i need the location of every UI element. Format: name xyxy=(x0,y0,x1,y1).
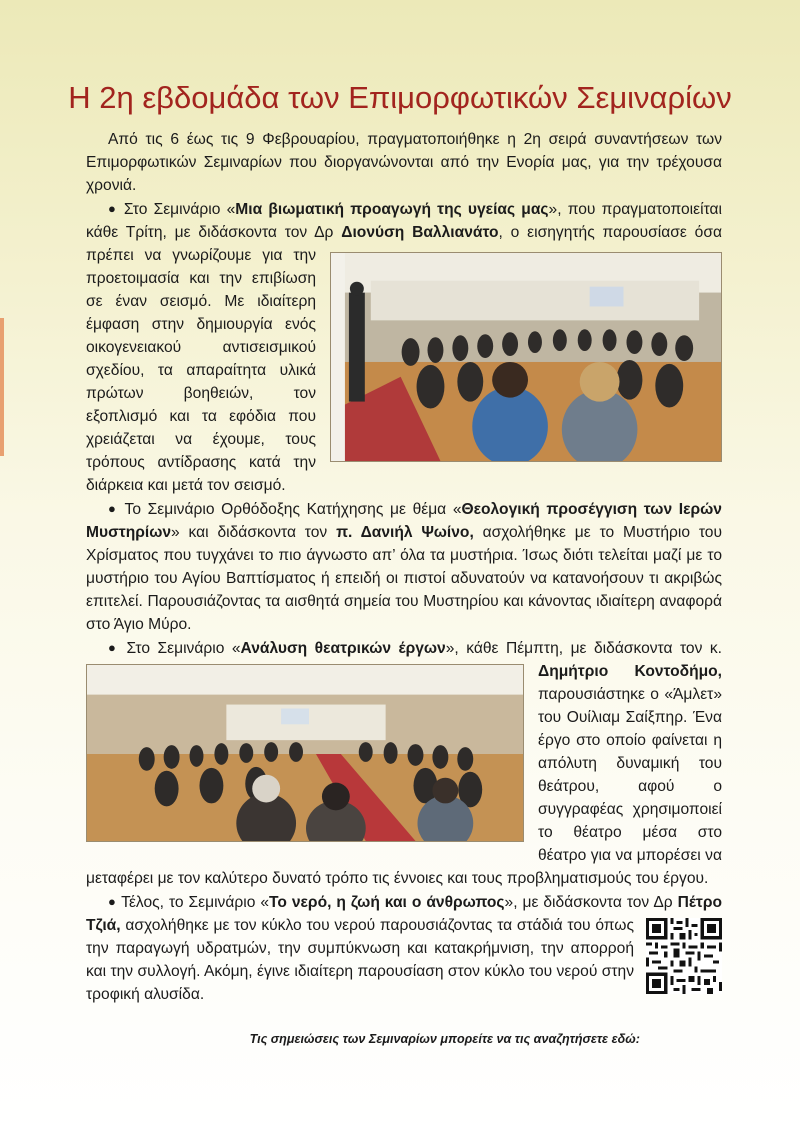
bullet-icon: ● xyxy=(108,501,119,516)
seminar-title: Μια βιωματική προαγωγή της υγείας μας xyxy=(235,201,549,218)
text-run: », με διδάσκοντα τον Δρ xyxy=(504,894,678,911)
seminar-title: Το νερό, η ζωή και ο άνθρωπος xyxy=(269,894,505,911)
lecturer-name: π. Δανιήλ Ψωίνο, xyxy=(336,524,474,541)
seminar-title: Ανάλυση θεατρικών έργων xyxy=(240,640,446,657)
article-body xyxy=(86,128,722,1006)
bullet-icon: ● xyxy=(108,894,117,909)
bullet-icon: ● xyxy=(108,640,120,655)
text-run: Στο Σεμινάριο « xyxy=(126,640,241,657)
seminar-paragraph-health xyxy=(86,197,722,497)
text-run: Τέλος, το Σεμινάριο « xyxy=(121,894,269,911)
text-run: , ο εισηγητής παρουσίασε όσα πρέπει να γνωρίζουμε για την προετοιμασία και την επιβίωση σε έναν σεισμό. Με ιδιαίτερη έμφαση στην δημιουργία ενός οικογενειακού αντισεισμικού σχεδίου, τα απαραίτητα υλικά πρώτων βοηθειών, τον εξοπλισμό και τα εφόδια που χρειάζεται να έχουμε, τους τρόπους αντίδρασης κατά την διάρκεια και μετά τον σεισμό. xyxy=(86,224,722,494)
intro-paragraph: Από τις 6 έως τις 9 Φεβρουαρίου, πραγματοποιήθηκε η 2η σειρά συναντήσεων των Επιμορφωτικών Σεμιναρίων που διοργανώνονται από την Ενορία μας, για την τρέχουσα χρονιά. xyxy=(86,131,722,194)
seminar-title: Θεολογική προσέγγιση των Ιερών Μυστηρίων xyxy=(86,501,722,541)
text-run: παρουσιάστηκε ο «Άμλετ» του Ουίλιαμ Σαίξπηρ. Ένα έργο στο οποίο φαίνεται η απόλυτη δυναμική του θεάτρου, αφού ο συγγραφέας χρησιμοποιεί το θέατρο μέσα στο θέατρο για να μπορέσει να μεταφέρει με τον καλύτερο δυνατό τρόπο τις έννοιες και τους προβληματισμούς του έργου. xyxy=(86,686,722,887)
lecturer-name: Δημήτριο Κοντοδήμο, xyxy=(538,663,722,680)
seminar-photo-earthquake-talk xyxy=(330,252,722,462)
seminar-paragraph-water xyxy=(86,890,722,1006)
text-run: ασχολήθηκε με τον κύκλο του νερού παρουσιάζοντας τα στάδιά του όπως την παραγωγή υδρατμών, την συμπύκνωση και κατακρήμνιση, την απορροή και την συλλογή. Ακόμη, έγινε ιδιαίτερη παρουσίαση στον κύκλο του νερού στην τροφική αλυσίδα. xyxy=(86,917,634,1003)
seminar-paragraph-theatre xyxy=(86,636,722,890)
lecturer-name: Πέτρο Τζιά, xyxy=(86,894,722,934)
page-title: Η 2η εβδομάδα των Επιμορφωτικών Σεμιναρίων xyxy=(68,80,732,115)
text-run: Το Σεμινάριο Ορθόδοξης Κατήχησης με θέμα « xyxy=(124,501,462,518)
text-run: » και διδάσκοντα τον xyxy=(171,524,337,541)
notes-link-caption: Τις σημειώσεις των Σεμιναρίων μπορείτε να τις αναζητήσετε εδώ: xyxy=(249,1032,640,1046)
text-run: ασχολήθηκε με το Μυστήριο του Χρίσματος που τυγχάνει το πιο άγνωστο απ’ όλα τα μυστήρια. Ίσως διότι τελείται μαζί με το μυστήριο του Αγίου Βαπτίσματος ή επειδή οι πιστοί αδυνατούν να κατανοήσουν τι ακριβώς επιτελεί. Παρουσιάζοντας τα αισθητά σημεία του Μυστηρίου και κάνοντας ιδιαίτερη αναφορά στο Άγιο Μύρο. xyxy=(86,524,722,633)
qr-code-icon[interactable] xyxy=(646,918,722,994)
text-run: », που πραγματοποιείται κάθε Τρίτη, με διδάσκοντα τον Δρ xyxy=(86,201,722,241)
lecturer-name: Διονύση Βαλλιανάτο xyxy=(341,224,499,241)
seminar-photo-theatre-talk xyxy=(86,664,524,842)
seminar-paragraph-catechism xyxy=(86,497,722,636)
bullet-icon: ● xyxy=(108,201,118,216)
page-edge-accent xyxy=(0,318,4,456)
text-run: Στο Σεμινάριο « xyxy=(123,201,236,218)
text-run: », κάθε Πέμπτη, με διδάσκοντα τον κ. xyxy=(445,640,722,657)
